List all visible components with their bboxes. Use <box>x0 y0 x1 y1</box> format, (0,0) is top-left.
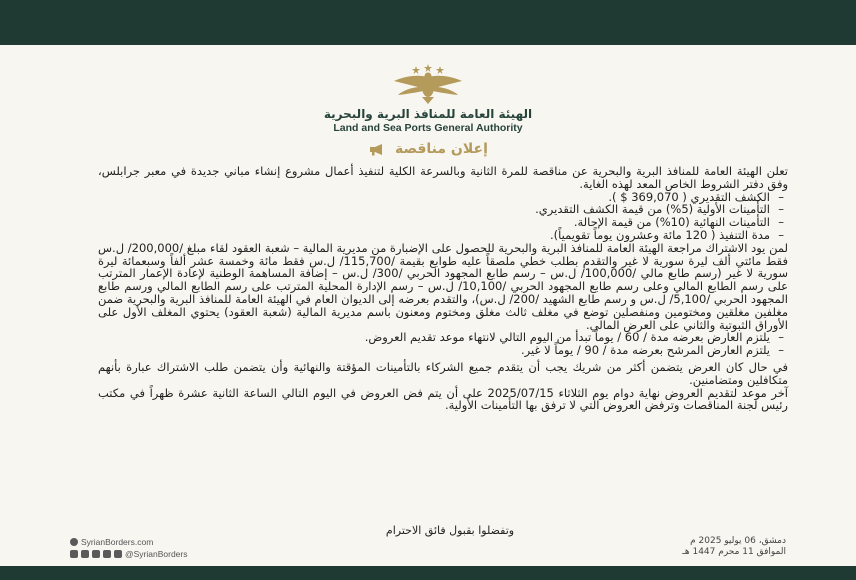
intro-paragraph: تعلن الهيئة العامة للمنافذ البرية والبحرية عن مناقصة للمرة الثانية وبالسرعة الكلية لتنفيذ أعمال مشروع إنشاء مباني جديدة في معبر جرابلس، وفق دفتر الشروط الخاص المعد لهذه الغاية. <box>98 164 788 191</box>
footer-links <box>70 536 187 560</box>
obligations-list <box>98 331 788 357</box>
telegram-icon[interactable] <box>92 550 100 558</box>
website-link[interactable]: SyrianBorders.com <box>81 537 154 547</box>
announcement-title <box>0 141 856 157</box>
partners-paragraph: في حال كان العرض يتضمن أكثر من شريك يجب أن يتقدم جميع الشركاء بالتأمينات المؤقتة والنهائية وأن يتضمن طلب الاشتراك عبارة بأنهم متكافلين ومتضامنين. <box>98 359 788 387</box>
participation-paragraph: لمن يود الاشتراك مراجعة الهيئة العامة للمنافذ البرية والبحرية للحصول على الإضبارة من مديرية المالية – شعبة العقود لقاء مبلغ /200,000/ ل.س فقط مائتي ألف ليرة سورية لا غير والتقدم بطلب خطي ملصقاً عليه طوابع بقيمة /115,700/ ل.س فقط مائة وخمسة عشر ألفاً وسبعمائة ليرة سورية لا غير (رسم طابع مالي /100,000/ ل.س – رسم طابع المجهود الحربي /300/ ل.س – إضافة المساهمة الوطنية لإعادة الإعمار المترتب على رسم الطابع المالي وعلى رسم طابع المجهود الحربي /10,100/ ل.س – رسم الإدارة المحلية المترتب على رسم الطابع المالي ورسم طابع المجهود الحربي /5,100/ ل.س و رسم طابع الشهيد /200/ ل.س)، والتقدم بعرضه إلى الديوان العام في الهيئة العامة للمنافذ البرية والبحرية ضمن مغلفين مغلقين ومختومين ومنفصلين توضع في مغلف ثالث مغلق ومختوم ومعنون باسم مديرية المالية (شعبة العقود) يحتوي المغلف الأول على الأوراق الثبوتية والثاني على العرض المالي. <box>98 240 788 332</box>
announcement-document <box>0 45 856 566</box>
announcement-body <box>98 165 788 412</box>
condition-item: – التأمينات النهائية (10%) من قيمة الإحالة. <box>98 216 770 229</box>
x-icon[interactable] <box>81 550 89 558</box>
deadline-paragraph: آخر موعد لتقديم العروض نهاية دوام يوم الثلاثاء 2025/07/15 على أن يتم فض العروض في اليوم التالي الساعة الثانية عشرة ظهراً في مكتب رئيس لجنة المناقصات وترفض العروض التي لا ترفق بها التأمينات الأولية. <box>98 385 789 413</box>
closing-line: وتفضلوا بقبول فائق الاحترام <box>385 524 515 537</box>
top-banner <box>0 0 856 45</box>
conditions-list <box>98 191 788 242</box>
authority-name-arabic: الهيئة العامة للمنافذ البرية والبحرية <box>323 107 533 121</box>
eagle-emblem-icon <box>388 63 468 105</box>
date-block <box>682 536 786 558</box>
globe-icon <box>70 538 78 546</box>
announcement-title-text: إعلان مناقصة <box>394 141 488 157</box>
authority-name-english: Land and Sea Ports General Authority <box>333 122 523 134</box>
logo <box>0 63 856 105</box>
condition-item: – مدة التنفيذ ( 120 مائة وعشرون يوماً تقويمياً). <box>98 229 770 242</box>
social-row <box>70 548 187 560</box>
obligation-item: – يلتزم العارض بعرضه مدة / 60 / يوماً تبدأ من اليوم التالي لانتهاء موعد تقديم العروض. <box>98 331 770 344</box>
social-handle[interactable]: @SyrianBorders <box>125 549 188 559</box>
condition-item: – التأمينات الأولية (5%) من قيمة الكشف التقديري. <box>98 203 770 216</box>
date-gregorian: دمشق، 06 يوليو 2025 م <box>690 536 786 546</box>
megaphone-icon <box>368 143 386 156</box>
website-row <box>70 536 187 548</box>
obligation-item: – يلتزم العارض المرشح بعرضه مدة / 90 / يوماً لا غير. <box>98 344 770 357</box>
instagram-icon[interactable] <box>103 550 111 558</box>
condition-item: – الكشف التقديري ( 369,070 $ ). <box>98 191 770 204</box>
youtube-icon[interactable] <box>114 550 122 558</box>
bottom-banner <box>0 566 856 580</box>
date-hijri: الموافق 11 محرم 1447 هـ <box>682 547 786 557</box>
facebook-icon[interactable] <box>70 550 78 558</box>
